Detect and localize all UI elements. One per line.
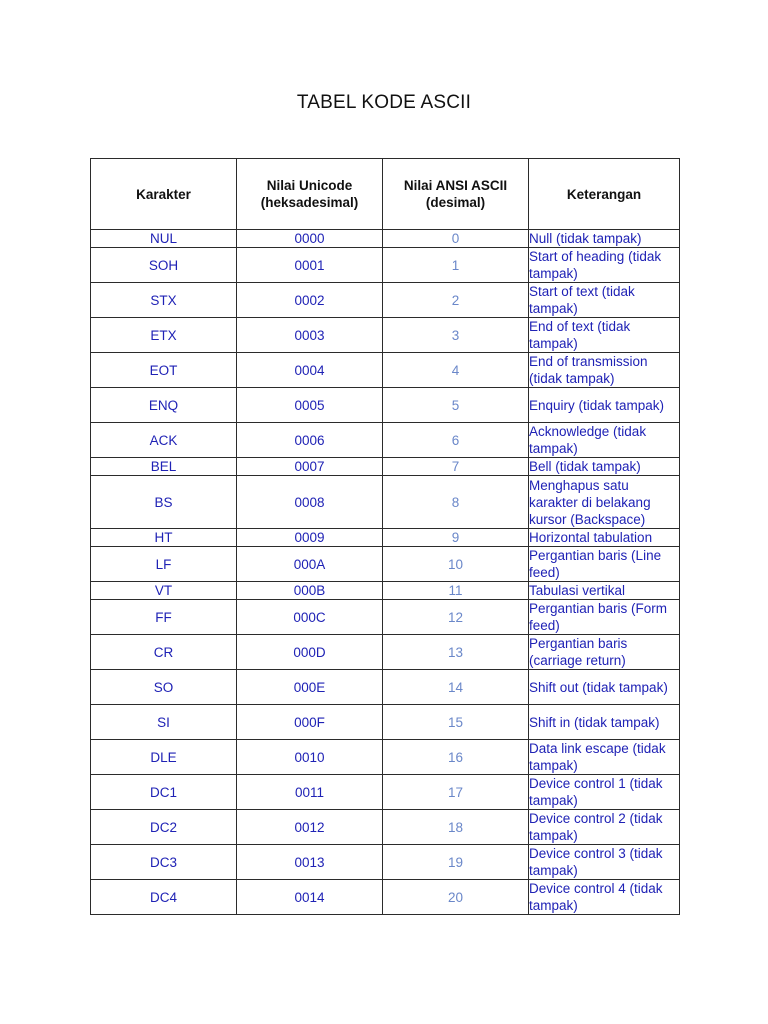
table-row [91, 670, 680, 705]
cell-decimal: 10 [383, 547, 529, 582]
table-row [91, 810, 680, 845]
table-row [91, 353, 680, 388]
cell-description: Tabulasi vertikal [529, 582, 680, 600]
cell-char: DC1 [91, 775, 237, 810]
cell-char: DC4 [91, 880, 237, 915]
cell-char: BS [91, 476, 237, 529]
cell-char: SI [91, 705, 237, 740]
cell-description: Menghapus satu karakter di belakang kursor (Backspace) [529, 476, 680, 529]
cell-unicode: 0006 [237, 423, 383, 458]
cell-description: Device control 3 (tidak tampak) [529, 845, 680, 880]
cell-char: STX [91, 283, 237, 318]
cell-description: Device control 2 (tidak tampak) [529, 810, 680, 845]
cell-char: SOH [91, 248, 237, 283]
cell-unicode: 0005 [237, 388, 383, 423]
cell-description: Start of heading (tidak tampak) [529, 248, 680, 283]
table-row [91, 248, 680, 283]
cell-description: Pergantian baris (carriage return) [529, 635, 680, 670]
cell-decimal: 9 [383, 529, 529, 547]
cell-char: FF [91, 600, 237, 635]
cell-decimal: 0 [383, 230, 529, 248]
table-row [91, 775, 680, 810]
table-row [91, 476, 680, 529]
cell-decimal: 15 [383, 705, 529, 740]
header-keterangan: Keterangan [529, 159, 680, 230]
ascii-table [90, 158, 680, 915]
header-karakter: Karakter [91, 159, 237, 230]
cell-description: End of text (tidak tampak) [529, 318, 680, 353]
cell-decimal: 6 [383, 423, 529, 458]
cell-description: Bell (tidak tampak) [529, 458, 680, 476]
cell-unicode: 000B [237, 582, 383, 600]
table-row [91, 582, 680, 600]
table-row [91, 458, 680, 476]
table-row [91, 547, 680, 582]
cell-description: Data link escape (tidak tampak) [529, 740, 680, 775]
table-row [91, 423, 680, 458]
cell-unicode: 0011 [237, 775, 383, 810]
cell-decimal: 12 [383, 600, 529, 635]
cell-decimal: 17 [383, 775, 529, 810]
cell-unicode: 0002 [237, 283, 383, 318]
cell-decimal: 8 [383, 476, 529, 529]
cell-unicode: 0003 [237, 318, 383, 353]
cell-char: BEL [91, 458, 237, 476]
cell-unicode: 0004 [237, 353, 383, 388]
table-row [91, 230, 680, 248]
cell-description: Enquiry (tidak tampak) [529, 388, 680, 423]
cell-decimal: 19 [383, 845, 529, 880]
table-header-row [91, 159, 680, 230]
cell-unicode: 0008 [237, 476, 383, 529]
cell-unicode: 0007 [237, 458, 383, 476]
table-row [91, 283, 680, 318]
cell-decimal: 3 [383, 318, 529, 353]
cell-description: Acknowledge (tidak tampak) [529, 423, 680, 458]
cell-char: DLE [91, 740, 237, 775]
cell-char: HT [91, 529, 237, 547]
cell-description: End of transmission (tidak tampak) [529, 353, 680, 388]
cell-unicode: 0001 [237, 248, 383, 283]
cell-decimal: 16 [383, 740, 529, 775]
cell-char: LF [91, 547, 237, 582]
cell-decimal: 1 [383, 248, 529, 283]
table-row [91, 388, 680, 423]
cell-char: SO [91, 670, 237, 705]
cell-char: NUL [91, 230, 237, 248]
cell-char: ENQ [91, 388, 237, 423]
cell-char: DC2 [91, 810, 237, 845]
table-row [91, 845, 680, 880]
cell-unicode: 0013 [237, 845, 383, 880]
cell-description: Device control 1 (tidak tampak) [529, 775, 680, 810]
cell-char: CR [91, 635, 237, 670]
table-row [91, 880, 680, 915]
page-title: TABEL KODE ASCII [296, 92, 472, 113]
cell-description: Null (tidak tampak) [529, 230, 680, 248]
header-ansi-ascii: Nilai ANSI ASCII (desimal) [383, 159, 529, 230]
cell-decimal: 13 [383, 635, 529, 670]
cell-char: ETX [91, 318, 237, 353]
table-row [91, 600, 680, 635]
table-row [91, 318, 680, 353]
cell-decimal: 5 [383, 388, 529, 423]
table-row [91, 705, 680, 740]
cell-unicode: 0009 [237, 529, 383, 547]
table-row [91, 529, 680, 547]
cell-unicode: 000C [237, 600, 383, 635]
cell-unicode: 0014 [237, 880, 383, 915]
header-unicode: Nilai Unicode (heksadesimal) [237, 159, 383, 230]
cell-unicode: 000E [237, 670, 383, 705]
cell-description: Pergantian baris (Line feed) [529, 547, 680, 582]
cell-decimal: 7 [383, 458, 529, 476]
cell-decimal: 18 [383, 810, 529, 845]
cell-description: Pergantian baris (Form feed) [529, 600, 680, 635]
table-row [91, 635, 680, 670]
cell-unicode: 000F [237, 705, 383, 740]
cell-decimal: 2 [383, 283, 529, 318]
cell-unicode: 000D [237, 635, 383, 670]
cell-char: ACK [91, 423, 237, 458]
cell-unicode: 0012 [237, 810, 383, 845]
cell-description: Shift out (tidak tampak) [529, 670, 680, 705]
cell-decimal: 11 [383, 582, 529, 600]
cell-unicode: 0000 [237, 230, 383, 248]
cell-decimal: 14 [383, 670, 529, 705]
cell-decimal: 4 [383, 353, 529, 388]
cell-description: Horizontal tabulation [529, 529, 680, 547]
cell-char: VT [91, 582, 237, 600]
cell-description: Start of text (tidak tampak) [529, 283, 680, 318]
cell-char: DC3 [91, 845, 237, 880]
cell-unicode: 000A [237, 547, 383, 582]
cell-decimal: 20 [383, 880, 529, 915]
cell-description: Shift in (tidak tampak) [529, 705, 680, 740]
cell-unicode: 0010 [237, 740, 383, 775]
cell-char: EOT [91, 353, 237, 388]
table-row [91, 740, 680, 775]
cell-description: Device control 4 (tidak tampak) [529, 880, 680, 915]
